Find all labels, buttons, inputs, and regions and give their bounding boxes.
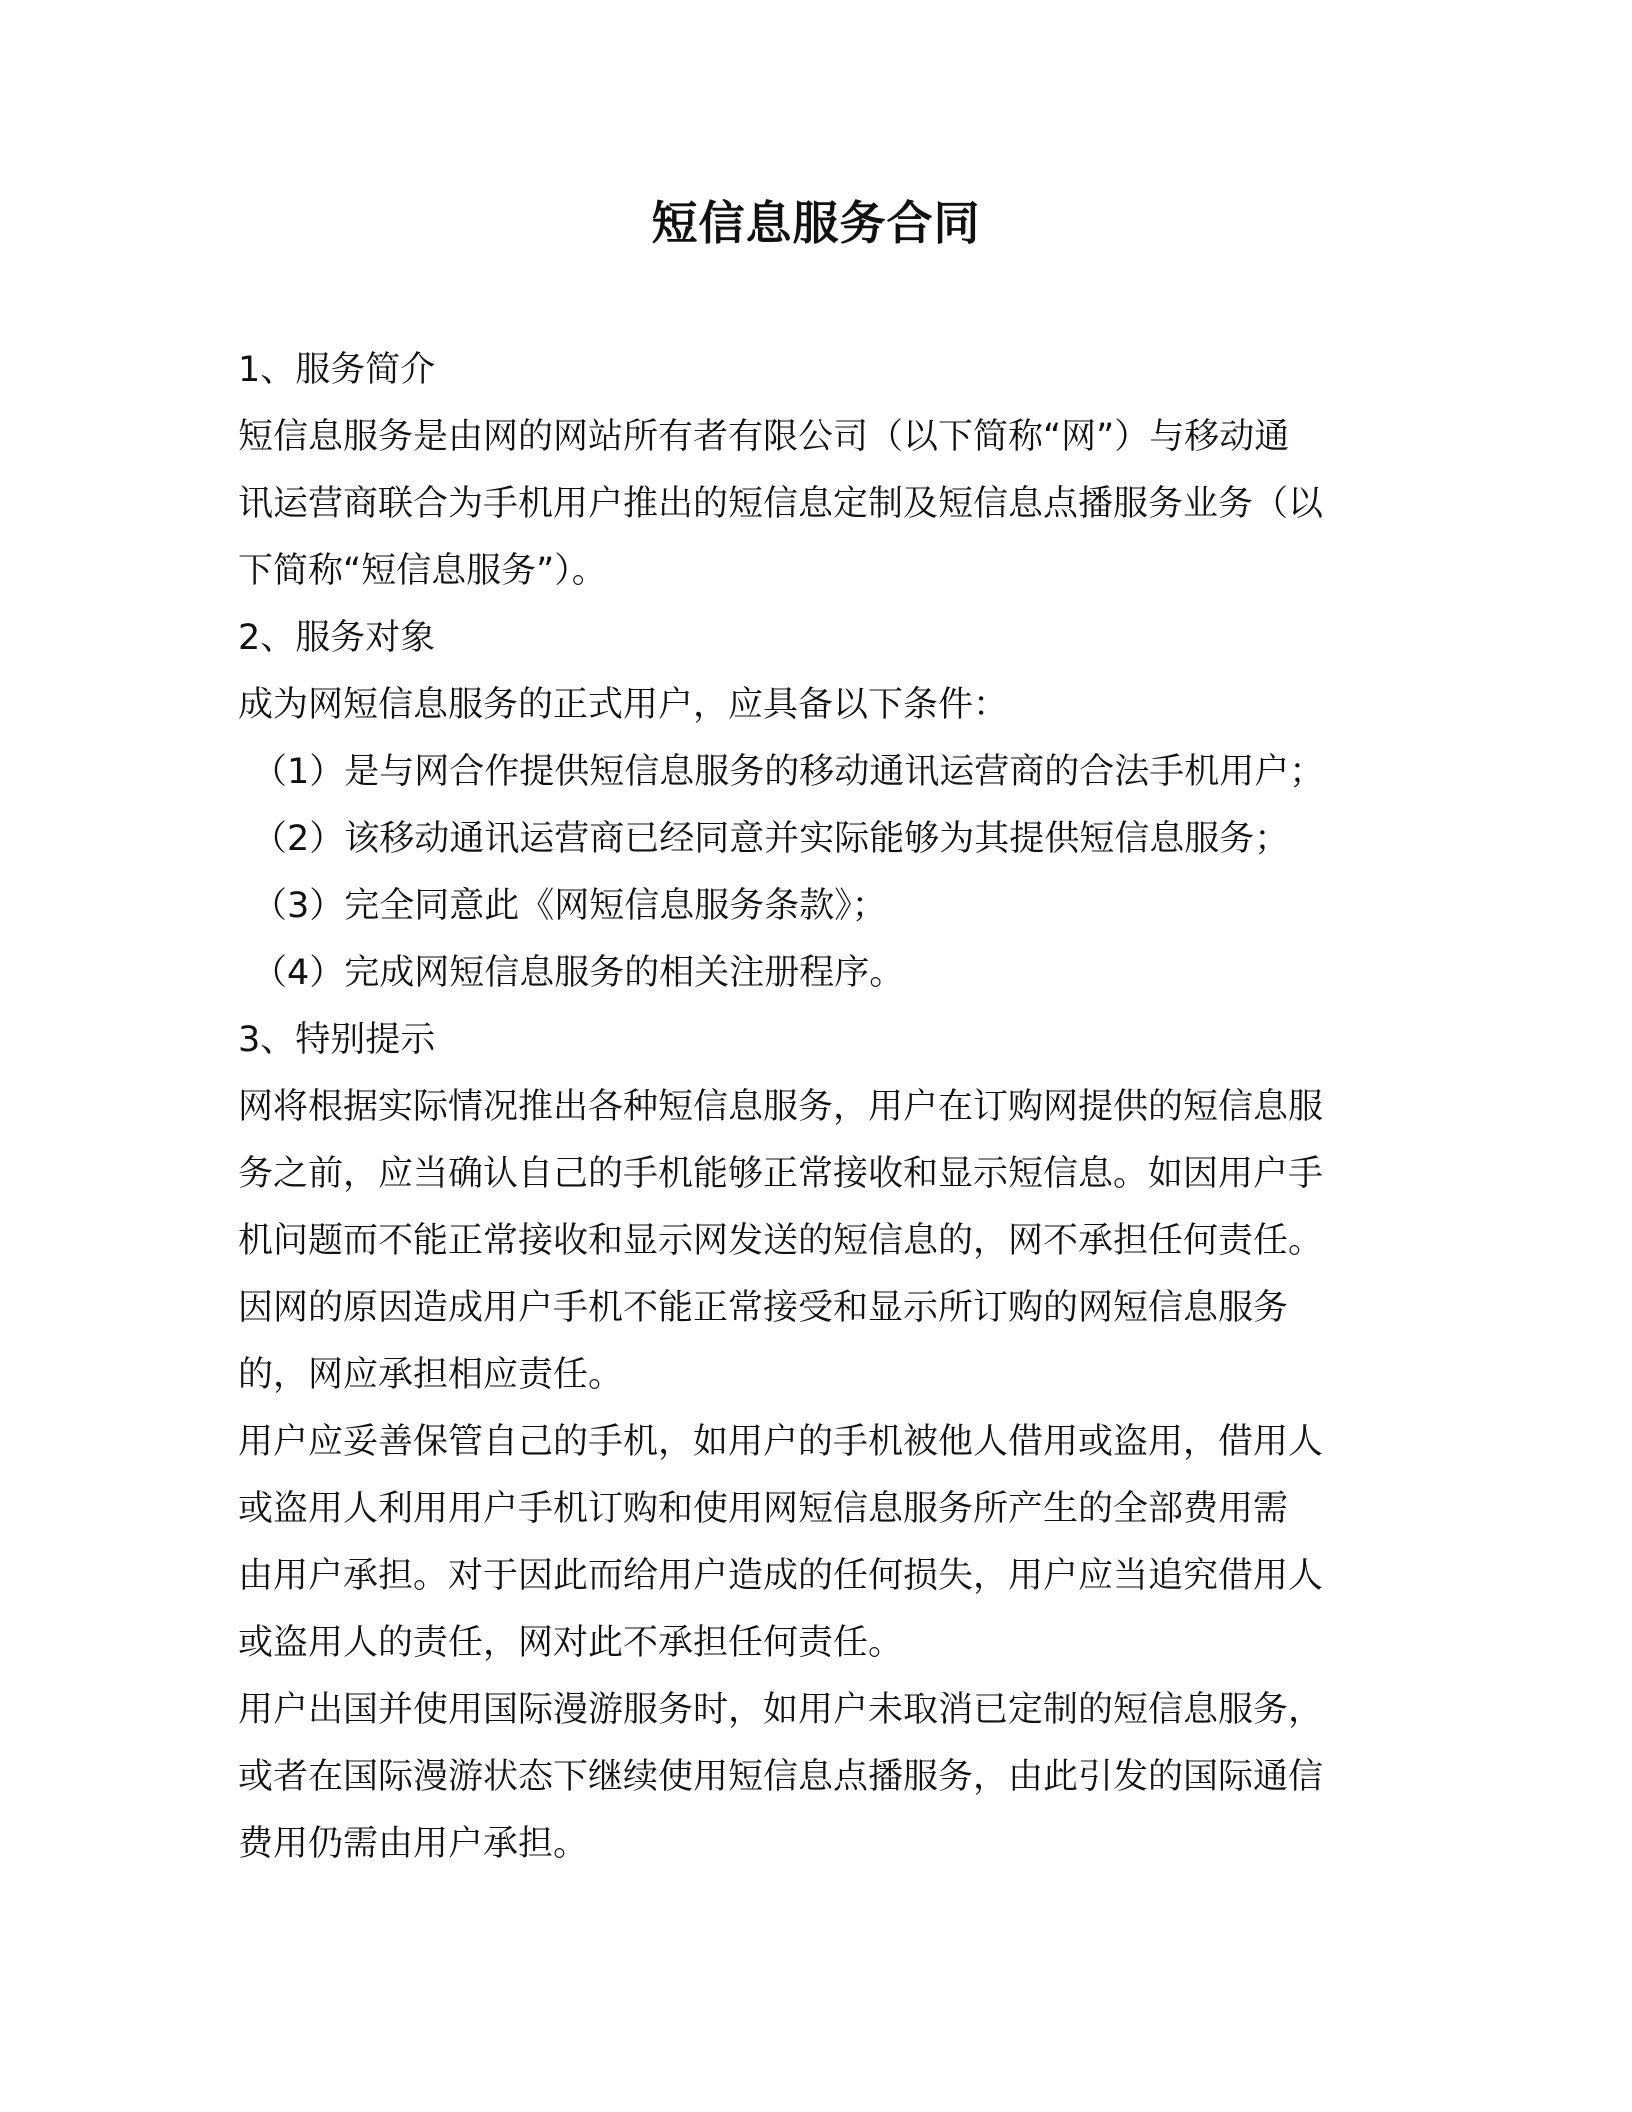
paragraph-line: 网将根据实际情况推出各种短信息服务，用户在订购网提供的短信息服 [238,1087,1324,1127]
paragraph-line: 用户应妥善保管自己的手机，如用户的手机被他人借用或盗用，借用人 [238,1422,1324,1462]
paragraph-line: 或者在国际漫游状态下继续使用短信息点播服务，由此引发的国际通信 [238,1757,1324,1797]
section-heading-special-notice: 3、特别提示 [238,1020,436,1060]
condition-item: （2）该移动通讯运营商已经同意并实际能够为其提供短信息服务； [252,819,1290,859]
section-heading-service-intro: 1、服务简介 [238,350,436,390]
document-title: 短信息服务合同 [651,196,981,250]
paragraph-line: 成为网短信息服务的正式用户，应具备以下条件： [238,685,1009,725]
paragraph-line: 由用户承担。对于因此而给用户造成的任何损失，用户应当追究借用人 [238,1556,1324,1596]
paragraph-line: 因网的原因造成用户手机不能正常接受和显示所订购的网短信息服务 [238,1288,1289,1328]
paragraph-line: 讯运营商联合为手机用户推出的短信息定制及短信息点播服务业务（以 [238,484,1324,524]
paragraph-line: 机问题而不能正常接收和显示网发送的短信息的，网不承担任何责任。 [238,1221,1324,1261]
paragraph-line: 或盗用人利用用户手机订购和使用网短信息服务所产生的全部费用需 [238,1489,1289,1529]
paragraph-line: 费用仍需由用户承担。 [238,1824,589,1864]
document-body [238,337,1394,1878]
paragraph-line: 短信息服务是由网的网站所有者有限公司（以下简称“网”）与移动通 [238,417,1290,457]
paragraph-line: 用户出国并使用国际漫游服务时，如用户未取消已定制的短信息服务， [238,1690,1324,1730]
section-heading-service-target: 2、服务对象 [238,618,436,658]
paragraph-line: 或盗用人的责任，网对此不承担任何责任。 [238,1623,904,1663]
paragraph-line: 务之前，应当确认自己的手机能够正常接收和显示短信息。如因用户手 [238,1154,1324,1194]
paragraph-line: 下简称“短信息服务”）。 [238,551,607,591]
condition-item: （1）是与网合作提供短信息服务的移动通讯运营商的合法手机用户； [252,752,1325,792]
condition-item: （3）完全同意此《网短信息服务条款》； [252,886,887,926]
paragraph-line: 的，网应承担相应责任。 [238,1355,624,1395]
condition-item: （4）完成网短信息服务的相关注册程序。 [252,953,905,993]
